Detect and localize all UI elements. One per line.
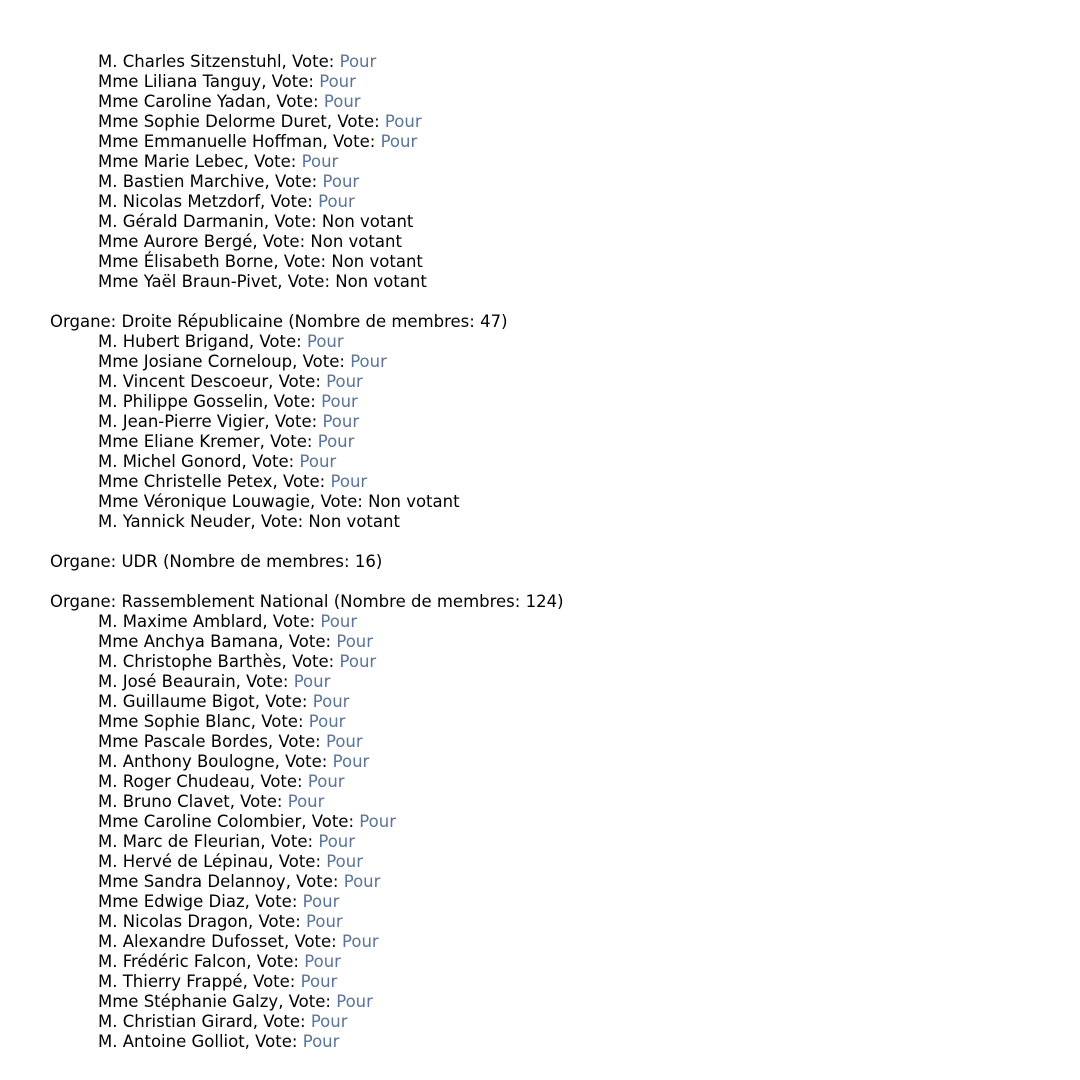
- member-name: M. Christophe Barthès: [98, 652, 282, 671]
- vote-prefix: , Vote:: [246, 952, 305, 971]
- member-name: M. Yannick Neuder: [98, 512, 251, 531]
- member-vote-row: [50, 652, 1070, 672]
- member-vote-row: [50, 352, 1070, 372]
- vote-pour: Pour: [321, 392, 358, 411]
- member-name: Mme Pascale Bordes: [98, 732, 268, 751]
- members-suffix: ): [375, 552, 383, 571]
- member-name: Mme Sophie Blanc: [98, 712, 251, 731]
- member-vote-row: [50, 252, 1070, 272]
- member-vote-row: [50, 892, 1070, 912]
- vote-pour: Pour: [318, 832, 356, 851]
- vote-pour: Pour: [300, 972, 338, 991]
- member-vote-row: [50, 72, 1070, 92]
- member-name: Mme Sophie Delorme Duret: [98, 112, 327, 131]
- vote-prefix: , Vote:: [265, 92, 324, 111]
- vote-pour: Pour: [330, 472, 368, 491]
- vote-prefix: , Vote:: [281, 652, 340, 671]
- vote-prefix: , Vote:: [264, 412, 323, 431]
- organe-name: Droite Républicaine: [121, 312, 283, 331]
- member-vote-row: [50, 832, 1070, 852]
- vote-prefix: , Vote:: [252, 232, 311, 251]
- member-name: M. Nicolas Metzdorf: [98, 192, 261, 211]
- vote-prefix: , Vote:: [229, 792, 288, 811]
- member-vote-row: [50, 412, 1070, 432]
- vote-non-votant: Non votant: [331, 252, 423, 271]
- vote-prefix: , Vote:: [247, 912, 307, 931]
- vote-prefix: , Vote:: [248, 332, 307, 351]
- member-vote-row: [50, 692, 1070, 712]
- member-name: Mme Eliane Kremer: [98, 432, 260, 451]
- vote-prefix: , Vote:: [261, 72, 320, 91]
- member-vote-row: [50, 932, 1070, 952]
- member-vote-row: [50, 512, 1070, 532]
- member-vote-row: [50, 332, 1070, 352]
- member-name: M. Charles Sitzenstuhl: [98, 52, 282, 71]
- vote-pour: Pour: [339, 652, 377, 671]
- member-vote-row: [50, 372, 1070, 392]
- member-vote-row: [50, 612, 1070, 632]
- member-name: M. Michel Gonord: [98, 452, 242, 471]
- member-name: M. Frédéric Falcon: [98, 952, 247, 971]
- vote-pour: Pour: [384, 112, 422, 131]
- member-vote-row: [50, 392, 1070, 412]
- vote-prefix: , Vote:: [249, 772, 308, 791]
- vote-pour: Pour: [336, 992, 373, 1011]
- vote-pour: Pour: [318, 192, 355, 211]
- vote-prefix: , Vote:: [252, 1012, 311, 1031]
- member-name: Mme Caroline Yadan: [98, 92, 266, 111]
- member-vote-row: [50, 432, 1070, 452]
- vote-pour: Pour: [307, 772, 345, 791]
- vote-pour: Pour: [326, 852, 363, 871]
- vote-non-votant: Non votant: [368, 492, 460, 511]
- members-count: 47: [480, 312, 502, 331]
- vote-pour: Pour: [322, 172, 360, 191]
- vote-prefix: , Vote:: [262, 612, 321, 631]
- member-name: M. Maxime Amblard: [98, 612, 263, 631]
- vote-prefix: , Vote:: [268, 852, 327, 871]
- member-name: M. Guillaume Bigot: [98, 692, 255, 711]
- member-vote-row: [50, 472, 1070, 492]
- member-vote-row: [50, 272, 1070, 292]
- vote-pour: Pour: [323, 92, 361, 111]
- vote-prefix: , Vote:: [260, 192, 319, 211]
- vote-non-votant: Non votant: [321, 212, 414, 231]
- member-name: Mme Edwige Diaz: [98, 892, 245, 911]
- member-name: Mme Josiane Corneloup: [98, 352, 293, 371]
- member-vote-row: [50, 732, 1070, 752]
- vote-prefix: , Vote:: [260, 832, 319, 851]
- member-vote-row: [50, 852, 1070, 872]
- member-name: Mme Liliana Tanguy: [98, 72, 262, 91]
- member-vote-row: [50, 812, 1070, 832]
- member-name: M. Christian Girard: [98, 1012, 253, 1031]
- member-name: Mme Véronique Louwagie: [98, 492, 311, 511]
- member-name: M. Hubert Brigand: [98, 332, 249, 351]
- organe-name: UDR: [121, 552, 158, 571]
- vote-non-votant: Non votant: [335, 272, 427, 291]
- group-spacer: [50, 532, 1070, 552]
- vote-pour: Pour: [322, 412, 360, 431]
- member-vote-row: [50, 52, 1070, 72]
- member-vote-row: [50, 772, 1070, 792]
- member-name: Mme Sandra Delannoy: [98, 872, 286, 891]
- vote-prefix: , Vote:: [263, 392, 322, 411]
- vote-pour: Pour: [299, 452, 337, 471]
- member-vote-row: [50, 712, 1070, 732]
- vote-pour: Pour: [342, 932, 379, 951]
- vote-prefix: , Vote:: [235, 672, 294, 691]
- vote-prefix: , Vote:: [244, 892, 303, 911]
- vote-prefix: , Vote:: [326, 112, 385, 131]
- member-vote-row: [50, 872, 1070, 892]
- member-name: M. Alexandre Dufosset: [98, 932, 284, 951]
- vote-prefix: , Vote:: [250, 512, 309, 531]
- vote-pour: Pour: [304, 952, 341, 971]
- vote-prefix: , Vote:: [278, 992, 337, 1011]
- vote-prefix: , Vote:: [283, 932, 342, 951]
- vote-pour: Pour: [380, 132, 418, 151]
- member-name: M. José Beaurain: [98, 672, 236, 691]
- vote-non-votant: Non votant: [308, 512, 400, 531]
- member-name: Mme Marie Lebec: [98, 152, 244, 171]
- member-name: M. Marc de Fleurian: [98, 832, 261, 851]
- vote-pour: Pour: [308, 712, 346, 731]
- member-vote-row: [50, 632, 1070, 652]
- vote-pour: Pour: [293, 672, 331, 691]
- member-vote-row: [50, 672, 1070, 692]
- members-count: 16: [354, 552, 376, 571]
- member-name: Mme Caroline Colombier: [98, 812, 302, 831]
- vote-prefix: , Vote:: [263, 212, 322, 231]
- member-vote-row: [50, 1032, 1070, 1052]
- vote-prefix: , Vote:: [242, 972, 301, 991]
- member-vote-row: [50, 792, 1070, 812]
- vote-prefix: , Vote:: [277, 272, 336, 291]
- organe-prefix: Organe:: [50, 552, 122, 571]
- member-vote-row: [50, 192, 1070, 212]
- vote-pour: Pour: [302, 892, 340, 911]
- vote-pour: Pour: [301, 152, 339, 171]
- members-prefix: (Nombre de membres:: [157, 552, 355, 571]
- member-vote-row: [50, 492, 1070, 512]
- member-vote-row: [50, 112, 1070, 132]
- member-vote-row: [50, 232, 1070, 252]
- member-vote-row: [50, 1012, 1070, 1032]
- vote-pour: Pour: [325, 732, 363, 751]
- vote-prefix: , Vote:: [281, 52, 340, 71]
- organe-heading: [50, 312, 1070, 332]
- vote-pour: Pour: [306, 332, 344, 351]
- vote-prefix: , Vote:: [273, 252, 332, 271]
- member-name: Mme Emmanuelle Hoffman: [98, 132, 323, 151]
- vote-pour: Pour: [310, 1012, 348, 1031]
- member-name: M. Vincent Descoeur: [98, 372, 269, 391]
- member-name: M. Philippe Gosselin: [98, 392, 264, 411]
- member-vote-row: [50, 952, 1070, 972]
- organe-heading: [50, 592, 1070, 612]
- vote-pour: Pour: [320, 612, 358, 631]
- member-name: M. Bastien Marchive: [98, 172, 265, 191]
- vote-non-votant: Non votant: [310, 232, 402, 251]
- organe-prefix: Organe:: [50, 312, 122, 331]
- member-name: M. Bruno Clavet: [98, 792, 230, 811]
- member-vote-row: [50, 752, 1070, 772]
- member-name: M. Antoine Golliot: [98, 1032, 245, 1051]
- vote-pour: Pour: [343, 872, 381, 891]
- vote-prefix: , Vote:: [292, 352, 351, 371]
- member-vote-row: [50, 172, 1070, 192]
- vote-pour: Pour: [312, 692, 350, 711]
- vote-pour: Pour: [336, 632, 374, 651]
- member-vote-row: [50, 132, 1070, 152]
- member-vote-row: [50, 972, 1070, 992]
- vote-prefix: , Vote:: [259, 432, 318, 451]
- member-name: M. Roger Chudeau: [98, 772, 250, 791]
- vote-pour: Pour: [332, 752, 370, 771]
- vote-pour: Pour: [350, 352, 387, 371]
- vote-pour: Pour: [317, 432, 355, 451]
- member-vote-row: [50, 452, 1070, 472]
- vote-prefix: , Vote:: [272, 472, 331, 491]
- vote-pour: Pour: [359, 812, 396, 831]
- member-name: M. Gérald Darmanin: [98, 212, 264, 231]
- organe-heading: [50, 552, 1070, 572]
- member-name: Mme Yaël Braun-Pivet: [98, 272, 278, 291]
- member-vote-row: [50, 992, 1070, 1012]
- vote-prefix: , Vote:: [250, 712, 309, 731]
- vote-pour: Pour: [302, 1032, 340, 1051]
- member-name: M. Hervé de Lépinau: [98, 852, 269, 871]
- members-suffix: ): [501, 312, 508, 331]
- members-count: 124: [525, 592, 558, 611]
- vote-prefix: , Vote:: [244, 1032, 303, 1051]
- vote-prefix: , Vote:: [301, 812, 360, 831]
- member-vote-row: [50, 912, 1070, 932]
- members-prefix: (Nombre de membres:: [282, 312, 481, 331]
- member-vote-row: [50, 152, 1070, 172]
- member-name: M. Jean-Pierre Vigier: [98, 412, 265, 431]
- member-name: M. Anthony Boulogne: [98, 752, 275, 771]
- member-name: Mme Aurore Bergé: [98, 232, 253, 251]
- vote-prefix: , Vote:: [285, 872, 344, 891]
- member-vote-row: [50, 92, 1070, 112]
- member-name: M. Thierry Frappé: [98, 972, 243, 991]
- group-spacer: [50, 572, 1070, 592]
- members-prefix: (Nombre de membres:: [328, 592, 526, 611]
- member-name: Mme Stéphanie Galzy: [98, 992, 279, 1011]
- vote-prefix: , Vote:: [243, 152, 302, 171]
- organe-prefix: Organe:: [50, 592, 122, 611]
- vote-pour: Pour: [339, 52, 377, 71]
- vote-prefix: , Vote:: [322, 132, 381, 151]
- member-name: Mme Élisabeth Borne: [98, 252, 274, 271]
- vote-prefix: , Vote:: [310, 492, 369, 511]
- vote-prefix: , Vote:: [267, 732, 326, 751]
- vote-pour: Pour: [306, 912, 343, 931]
- vote-document: [50, 52, 1070, 1052]
- member-name: Mme Christelle Petex: [98, 472, 273, 491]
- vote-prefix: , Vote:: [264, 172, 323, 191]
- vote-prefix: , Vote:: [241, 452, 300, 471]
- group-spacer: [50, 292, 1070, 312]
- members-suffix: ): [557, 592, 564, 611]
- vote-prefix: , Vote:: [254, 692, 313, 711]
- member-name: Mme Anchya Bamana: [98, 632, 279, 651]
- member-vote-row: [50, 212, 1070, 232]
- vote-pour: Pour: [287, 792, 325, 811]
- vote-pour: Pour: [319, 72, 356, 91]
- vote-pour: Pour: [326, 372, 363, 391]
- vote-prefix: , Vote:: [268, 372, 327, 391]
- organe-name: Rassemblement National: [121, 592, 329, 611]
- member-name: M. Nicolas Dragon: [98, 912, 248, 931]
- vote-prefix: , Vote:: [278, 632, 337, 651]
- vote-prefix: , Vote:: [274, 752, 333, 771]
